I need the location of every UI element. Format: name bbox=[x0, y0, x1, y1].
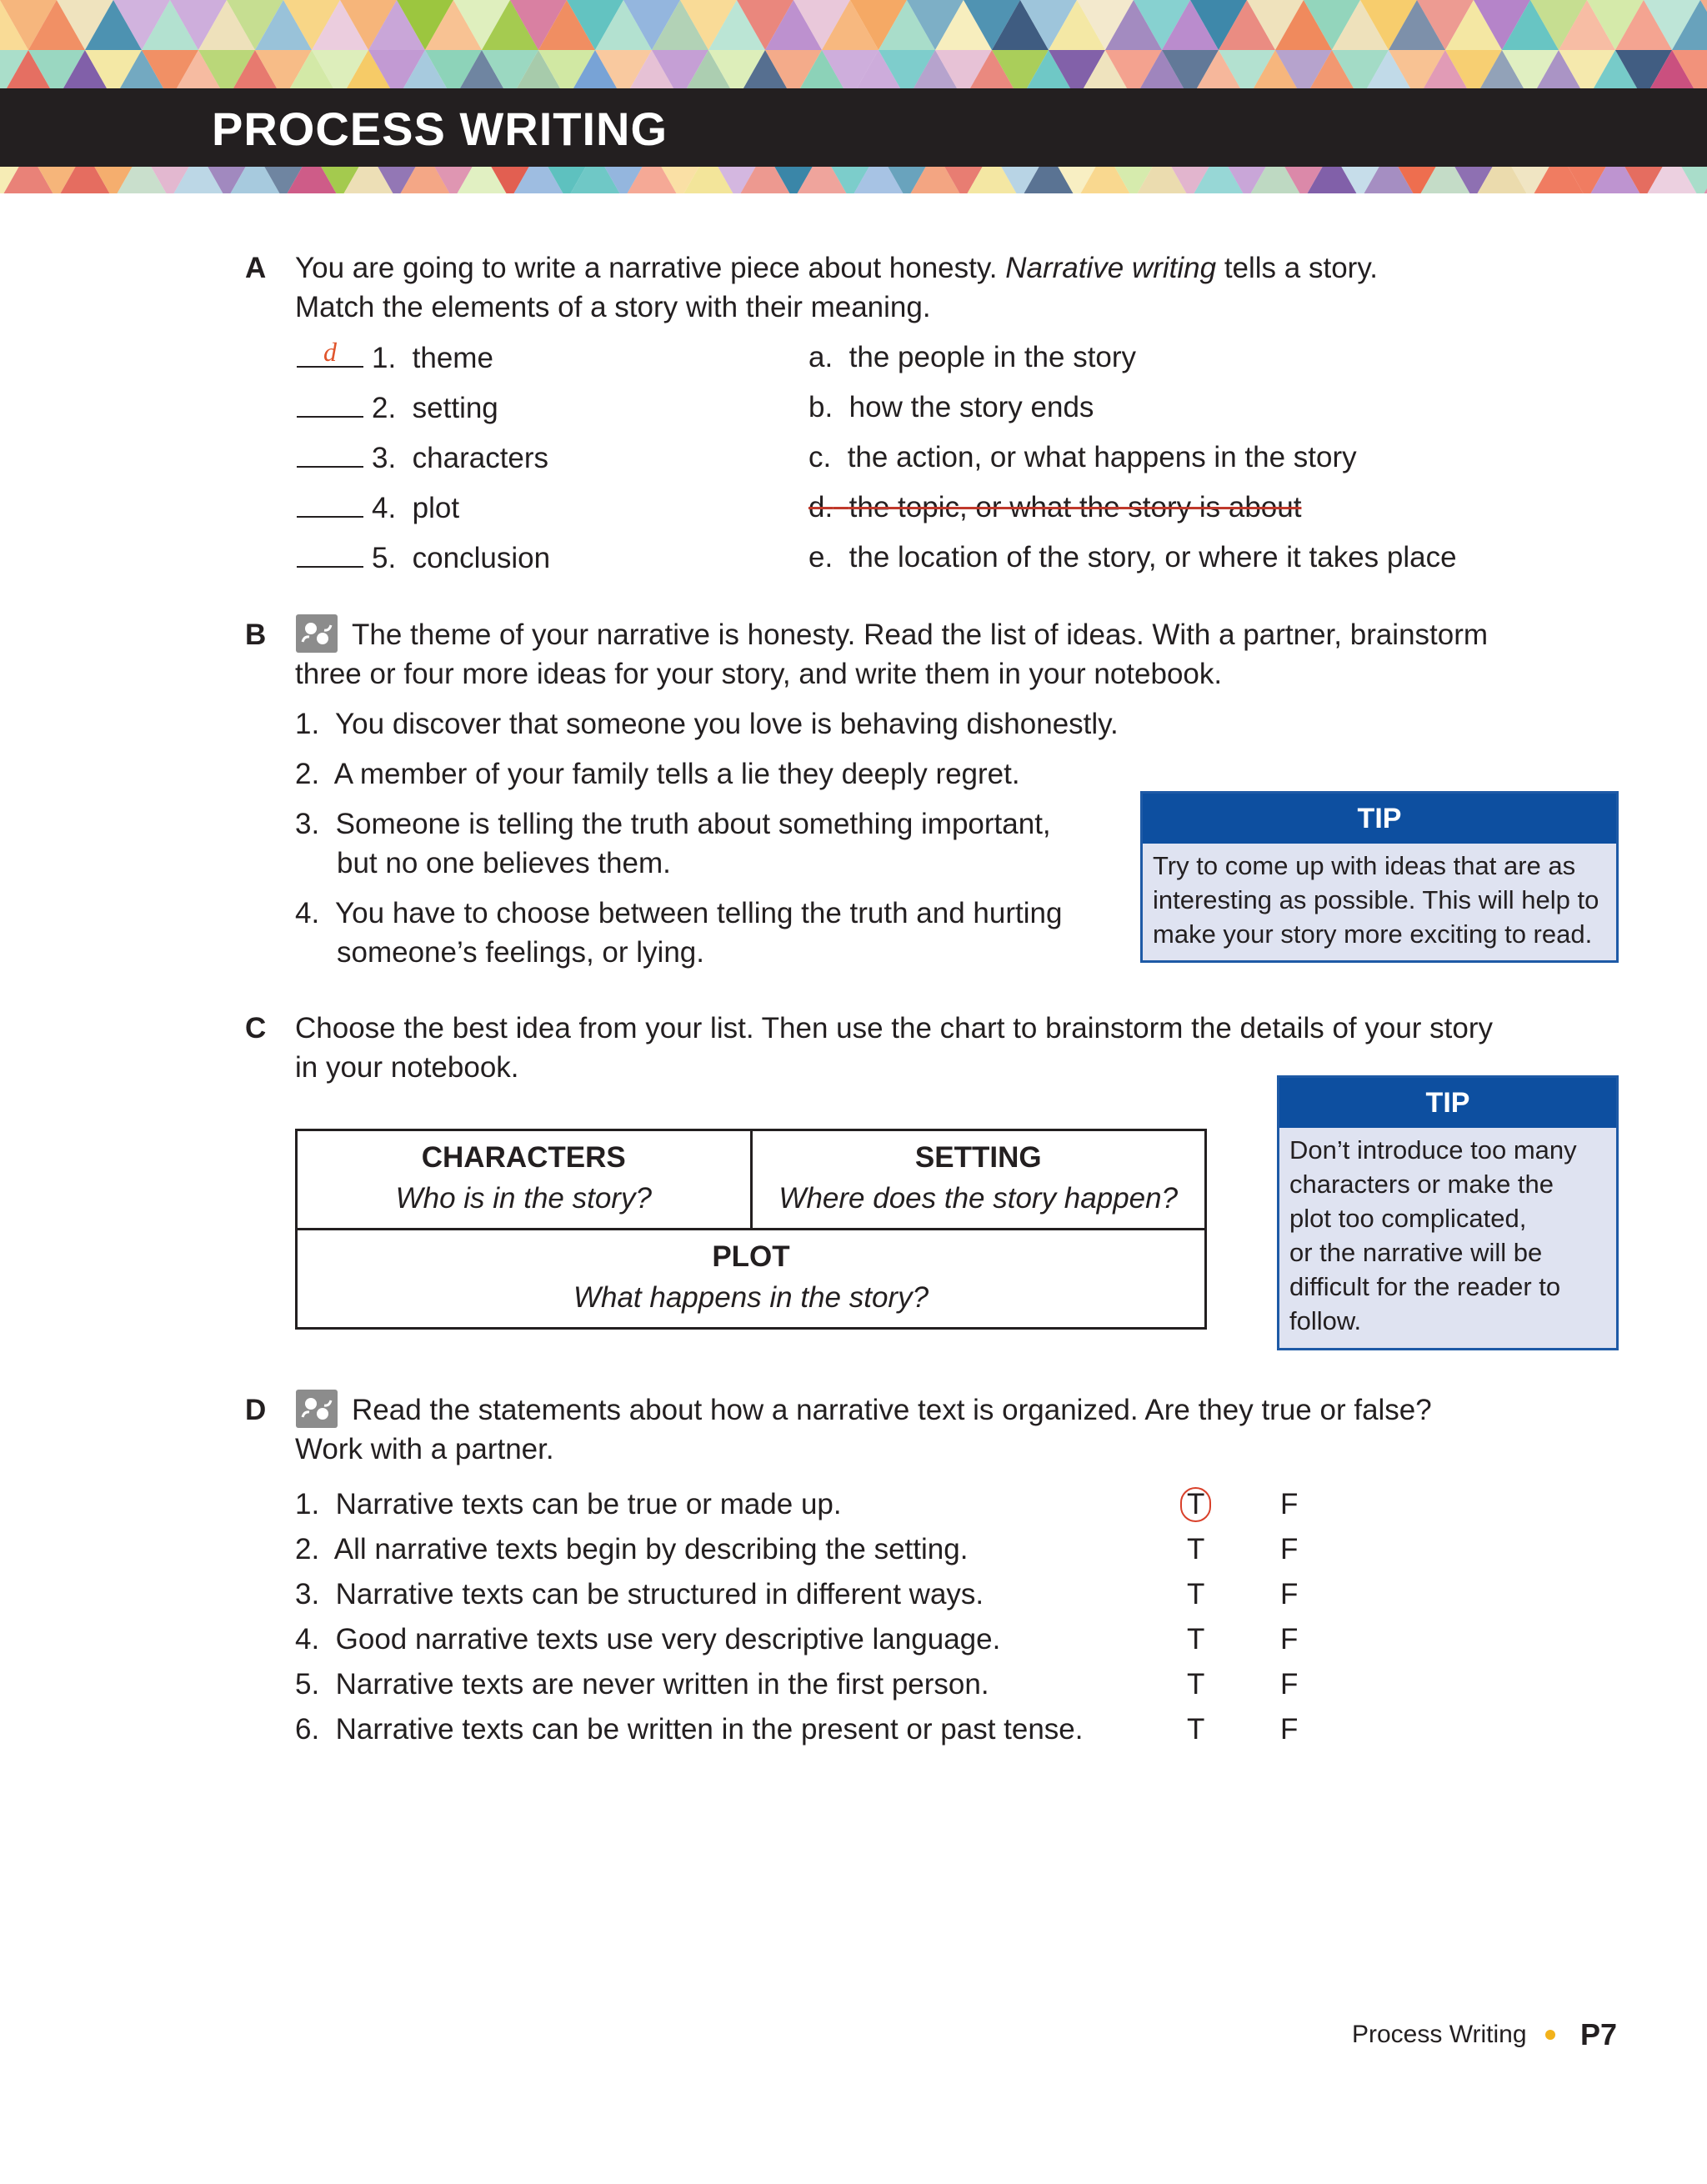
idea-item: 1. You discover that someone you love is behaving dishonestly. bbox=[295, 708, 1119, 740]
section-c-instruction-1: Choose the best idea from your list. Then use the chart to brainstorm the details of your story bbox=[295, 1012, 1494, 1044]
idea-item: 4. You have to choose between telling the truth and hurting bbox=[295, 897, 1063, 929]
meaning-item: a. the people in the story bbox=[808, 341, 1137, 373]
statement: 1. Narrative texts can be true or made up. bbox=[295, 1488, 842, 1520]
meaning-item: c. the action, or what happens in the story bbox=[808, 441, 1357, 473]
meaning-item-crossed-out: d. the topic, or what the story is about bbox=[808, 491, 1302, 523]
true-option[interactable]: T bbox=[1187, 1668, 1205, 1701]
section-c-instruction-2: in your notebook. bbox=[295, 1051, 519, 1084]
match-item: d 1. theme bbox=[297, 338, 493, 378]
match-item: 4. plot bbox=[297, 488, 459, 528]
false-option[interactable]: F bbox=[1280, 1713, 1299, 1746]
plot-heading: PLOT bbox=[712, 1240, 790, 1273]
tip-text: Don’t introduce too many characters or make the plot too complicated, or the narrative will be difficult for the reader to follow. bbox=[1289, 1135, 1577, 1335]
tip-title: TIP bbox=[1279, 1078, 1616, 1128]
answer-circle: T bbox=[1180, 1487, 1211, 1522]
section-d-instruction-2: Work with a partner. bbox=[295, 1433, 554, 1465]
pair-work-icon bbox=[296, 1390, 338, 1428]
match-item: 3. characters bbox=[297, 438, 548, 478]
page-title: PROCESS WRITING bbox=[212, 103, 668, 155]
meaning-item: e. the location of the story, or where it takes place bbox=[808, 541, 1457, 574]
section-b-instruction-1: The theme of your narrative is honesty. Read the list of ideas. With a partner, brainstorm bbox=[352, 619, 1489, 651]
footer-section-name: Process Writing bbox=[1352, 2021, 1527, 2048]
brainstorm-chart bbox=[295, 1129, 1207, 1330]
setting-question: Where does the story happen? bbox=[778, 1182, 1179, 1215]
statement: 5. Narrative texts are never written in the first person. bbox=[295, 1668, 989, 1701]
true-option[interactable]: T bbox=[1187, 1533, 1205, 1565]
handwritten-answer: d bbox=[323, 337, 337, 367]
plot-question: What happens in the story? bbox=[573, 1281, 929, 1314]
false-option[interactable]: F bbox=[1280, 1578, 1299, 1610]
true-option[interactable]: T bbox=[1187, 1713, 1205, 1746]
characters-heading: CHARACTERS bbox=[421, 1141, 626, 1174]
false-option[interactable]: F bbox=[1280, 1668, 1299, 1701]
setting-heading: SETTING bbox=[914, 1141, 1042, 1174]
true-option[interactable]: T bbox=[1187, 1578, 1205, 1610]
idea-item-continued: but no one believes them. bbox=[337, 847, 671, 879]
footer-bullet bbox=[1545, 2030, 1555, 2040]
title-bar bbox=[0, 88, 1707, 167]
match-item: 2. setting bbox=[297, 388, 498, 428]
tip-box bbox=[1277, 1075, 1619, 1350]
tip-box bbox=[1140, 791, 1619, 963]
section-d-letter: D bbox=[245, 1394, 267, 1426]
meaning-item: b. how the story ends bbox=[808, 391, 1094, 423]
section-a-instruction-2: Match the elements of a story with their meaning. bbox=[295, 291, 931, 323]
answer-blank[interactable] bbox=[297, 488, 363, 518]
section-d-instruction-1: Read the statements about how a narrative text is organized. Are they true or false? bbox=[352, 1394, 1432, 1426]
plot-cell bbox=[297, 1230, 1206, 1329]
idea-item: 2. A member of your family tells a lie they deeply regret. bbox=[295, 758, 1020, 790]
statement: 6. Narrative texts can be written in the present or past tense. bbox=[295, 1713, 1084, 1746]
characters-question: Who is in the story? bbox=[395, 1182, 652, 1215]
answer-blank[interactable] bbox=[297, 538, 363, 568]
true-option[interactable]: T bbox=[1187, 1623, 1205, 1656]
section-b-letter: B bbox=[245, 619, 267, 651]
statement: 2. All narrative texts begin by describing the setting. bbox=[295, 1533, 969, 1565]
false-option[interactable]: F bbox=[1280, 1623, 1299, 1656]
true-option-circled[interactable] bbox=[1187, 1485, 1211, 1524]
setting-cell bbox=[751, 1130, 1206, 1230]
section-c-letter: C bbox=[245, 1012, 267, 1044]
pair-work-icon bbox=[296, 614, 338, 653]
false-option[interactable]: F bbox=[1280, 1488, 1299, 1520]
page-number: P7 bbox=[1580, 2017, 1618, 2051]
section-a-letter: A bbox=[245, 252, 267, 284]
statement: 3. Narrative texts can be structured in different ways. bbox=[295, 1578, 984, 1610]
idea-item-continued: someone’s feelings, or lying. bbox=[337, 936, 704, 969]
answer-blank[interactable] bbox=[297, 438, 363, 468]
match-item: 5. conclusion bbox=[297, 538, 550, 578]
answer-blank[interactable] bbox=[297, 388, 363, 418]
section-b-instruction-2: three or four more ideas for your story, and write them in your notebook. bbox=[295, 658, 1223, 690]
characters-cell bbox=[297, 1130, 752, 1230]
section-a-instruction-1: You are going to write a narrative piece about honesty. Narrative writing tells a story. bbox=[295, 252, 1378, 284]
answer-blank[interactable] bbox=[297, 338, 363, 368]
false-option[interactable]: F bbox=[1280, 1533, 1299, 1565]
statement: 4. Good narrative texts use very descriptive language. bbox=[295, 1623, 1001, 1656]
tip-title: TIP bbox=[1143, 794, 1616, 844]
idea-item: 3. Someone is telling the truth about something important, bbox=[295, 808, 1051, 840]
tip-text: Try to come up with ideas that are as interesting as possible. This will help to make your story more exciting to read. bbox=[1153, 851, 1599, 949]
